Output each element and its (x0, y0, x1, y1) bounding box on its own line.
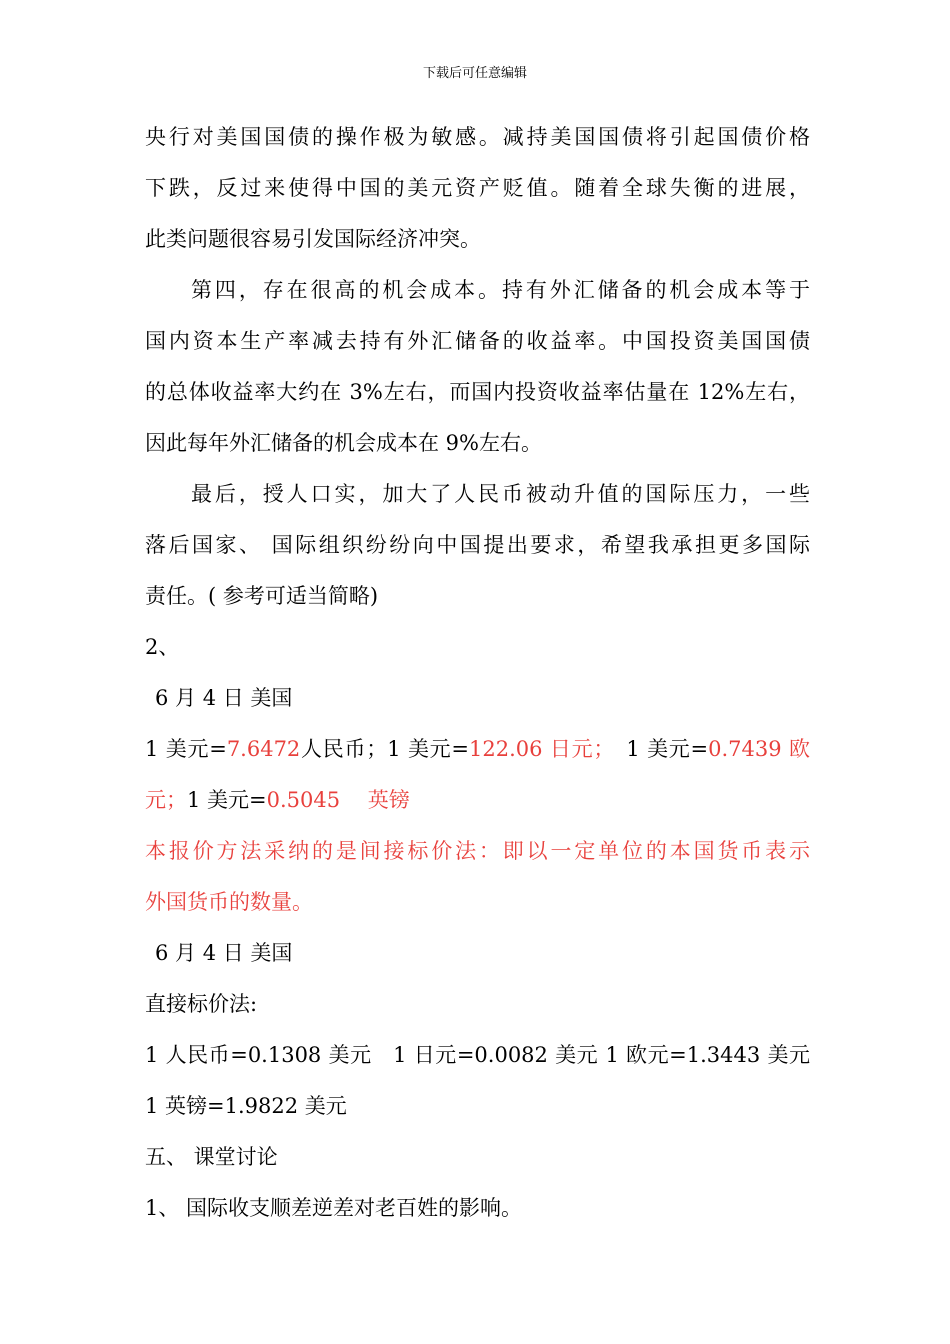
text-line: 外国货币的数量。 (145, 890, 313, 914)
indirect-rate-line-2 (145, 775, 810, 826)
gbp-rate-value: 0.5045 英镑 (266, 788, 410, 812)
text-line: 因此每年外汇储备的机会成本在 9%左右。 (145, 431, 542, 455)
direct-rate-line-1 (145, 1030, 810, 1081)
eur-rate-value: 0.7439 欧 (708, 737, 811, 761)
text-line: 央行对美国国债的操作极为敏感。减持美国国债将引起国债价格 (145, 125, 810, 149)
gbp-direct-rate: 1 英镑=1.9822 美元 (145, 1094, 347, 1118)
text-line: 本报价方法采纳的是间接标价法：即以一定单位的本国货币表示 (145, 839, 810, 863)
text-line: 的总体收益率大约在 3%左右，而国内投资收益率估量在 12%左右， (145, 380, 810, 404)
text-line: 此类问题很容易引发国际经济冲突。 (145, 227, 481, 251)
rate-text: 人民币；1 美元= (300, 737, 470, 761)
paragraph-third-point-tail (145, 112, 810, 265)
section-number-2: 2、 (145, 635, 180, 659)
direct-quote-label: 直接标价法: (145, 992, 258, 1016)
rate-text: 1 美元= (145, 737, 227, 761)
document-body (145, 112, 810, 1234)
date-country-heading: 6 月 4 日 美国 (155, 686, 293, 710)
rate-text: 1 美元= (187, 788, 267, 812)
page-header: 下载后可任意编辑 (422, 66, 527, 81)
discussion-item-1: 1、 国际收支顺差逆差对老百姓的影响。 (145, 1196, 523, 1220)
eur-direct-rate: 1 欧元=1.3443 美元 (605, 1043, 810, 1067)
paragraph-final-point (145, 469, 810, 622)
eur-rate-tail: 元； (145, 788, 187, 812)
text-line: 责任。( 参考可适当简略) (145, 584, 379, 608)
paragraph-fourth-point (145, 265, 810, 469)
rmb-direct-rate: 1 人民币=0.1308 美元 (145, 1043, 372, 1067)
section-5-heading: 五、 课堂讨论 (145, 1145, 278, 1169)
rate-text: 1 美元= (626, 737, 709, 761)
text-line: 国内资本生产率减去持有外汇储备的收益率。中国投资美国国债 (145, 329, 810, 353)
date-country-heading: 6 月 4 日 美国 (155, 941, 293, 965)
text-line: 落后国家、 国际组织纷纷向中国提出要求，希望我承担更多国际 (145, 533, 810, 557)
indirect-rate-line-1 (145, 724, 810, 775)
text-line: 最后，授人口实，加大了人民币被动升值的国际压力，一些 (191, 482, 810, 506)
indirect-quote-note (145, 826, 810, 928)
rmb-rate-value: 7.6472 (226, 737, 301, 761)
text-line: 下跌，反过来使得中国的美元资产贬值。随着全球失衡的进展， (145, 176, 810, 200)
text-line: 第四，存在很高的机会成本。持有外汇储备的机会成本等于 (191, 278, 810, 302)
jpy-rate-value: 122.06 日元； (469, 737, 604, 761)
jpy-direct-rate: 1 日元=0.0082 美元 (393, 1043, 599, 1067)
